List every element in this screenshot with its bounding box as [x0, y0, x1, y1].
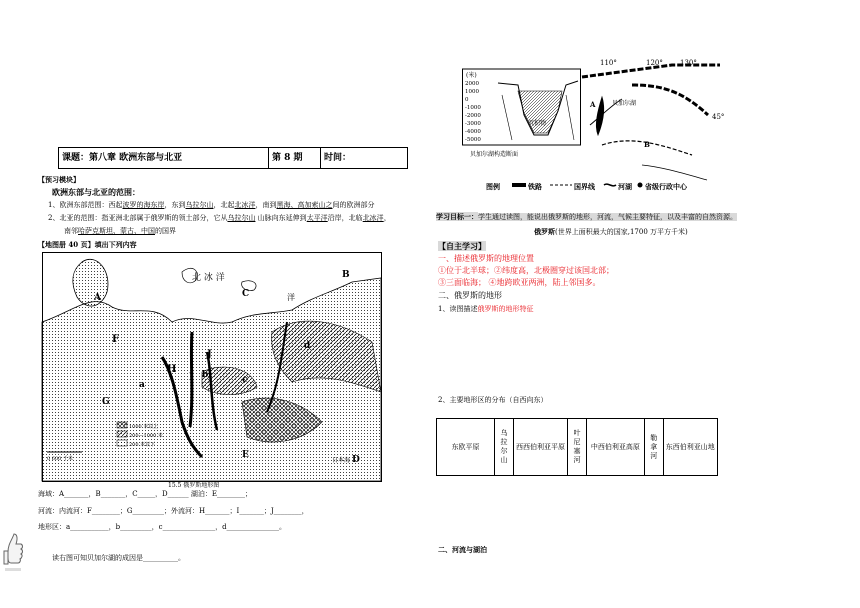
table-cell: 西西伯利亚平原 [513, 419, 567, 476]
map-label-b: b [202, 370, 209, 380]
table-cell: 乌拉尔山 [495, 419, 514, 476]
map-label-B: B [342, 270, 350, 280]
preview-module-heading: 【预习模块】 [38, 175, 80, 184]
lon-110: 110° [600, 59, 617, 67]
legend-title: 图例 [486, 182, 500, 191]
map-sea-label-2: 洋 [287, 293, 295, 302]
baikal-label-A: A [590, 100, 596, 109]
atlas-task-heading: 【地图册 40 页】填出下列内容 [38, 240, 137, 249]
lon-130: 130° [680, 59, 697, 67]
scope-item-2: 2、北亚的范围：指亚洲北部属于俄罗斯的领土部分，它从乌拉尔山 山脉向东延伸到太平洋沿岸，北临北冰洋， [48, 214, 391, 222]
legend-capital: 省级行政中心 [645, 182, 687, 191]
self-study-heading: 【自主学习】 [438, 241, 486, 251]
scope-heading: 欧洲东部与北亚的范围： [52, 187, 140, 197]
map-label-c: c [242, 375, 248, 385]
y-tick: -1000 [465, 105, 481, 111]
scope-item-1: 1、欧洲东部范围：西起波罗的海东岸，东到乌拉尔山，北起北冰洋，南到黑海、高加索山之间的欧洲部分 [48, 201, 375, 209]
table-cell: 勒拿河 [644, 419, 663, 476]
map-label-G: G [102, 397, 110, 407]
rivers-lakes-heading: 二、河流与湖泊 [438, 545, 487, 554]
lesson-time-label: 时间： [324, 153, 352, 163]
location-heading: 一、描述俄罗斯的地理位置 [438, 254, 534, 263]
table-cell: 叶尼塞河 [568, 419, 587, 476]
section-caption: 贝加尔湖构造断面 [470, 151, 519, 158]
legend-1000: 1000 米以上 [129, 424, 159, 430]
lat-45: 45° [712, 113, 725, 121]
fill-seas: 海域：A_______，B_______，C_____，D______ 湖泊：E________； [38, 490, 253, 498]
legend-200-1000: 200—1000 米 [129, 433, 163, 439]
sediment-label: 沉积物 [528, 120, 547, 127]
y-tick: -3000 [465, 121, 481, 127]
location-point-1: ①位于北半球；②纬度高，北极圈穿过该国北部； [438, 266, 614, 275]
baikal-question: 读右图可知贝加尔湖的成因是__________。 [52, 554, 185, 562]
legend-border: 国界线 [574, 182, 595, 191]
table-cell: 中西伯利亚高原 [586, 419, 644, 476]
terrain-distribution-table [436, 418, 718, 476]
thumbs-up-icon [2, 530, 24, 578]
y-tick: -5000 [465, 137, 481, 143]
map-japan-sea: 日本海 [332, 457, 351, 464]
legend-200: 200 米以下 [129, 442, 156, 448]
table-cell: 东西伯利亚山地 [663, 419, 717, 476]
map-label-F: F [112, 334, 120, 345]
legend-river: 河湖 [618, 182, 632, 191]
lesson-header [58, 147, 408, 169]
terrain-heading: 二、俄罗斯的地形 [438, 291, 502, 300]
legend-rail: 铁路 [528, 182, 542, 191]
map-label-E: E [242, 450, 249, 460]
fill-regions: 地形区：a___________，b_________，c_______________，d_______________。 [38, 523, 287, 531]
table-cell: 东欧平原 [437, 419, 495, 476]
baikal-label-B: B [644, 140, 650, 149]
lesson-title: 课题：第八章 欧洲东部与北亚 [59, 148, 269, 168]
map-label-C: C [242, 289, 250, 299]
map-scale: 0 600 千米 [47, 456, 73, 462]
russia-intro: 俄罗斯(世界上面积最大的国家,1700 万平方千米) [534, 227, 688, 236]
y-tick: -2000 [465, 113, 481, 119]
section-y-unit: (米) [466, 72, 477, 79]
lesson-period: 第 8 期 [269, 148, 321, 168]
map-label-H: H [167, 364, 177, 375]
baikal-lake-label: 贝加尔湖 [612, 100, 637, 107]
scope-item-2-line-2: 南邻哈萨克斯坦、蒙古、中国的国界 [64, 227, 176, 235]
map-label-a: a [139, 380, 145, 390]
map-caption: 15.5 俄罗斯地形图 [168, 482, 220, 489]
y-tick: 0 [465, 97, 469, 103]
map-label-D: D [352, 455, 360, 465]
baikal-figure [462, 55, 725, 205]
russia-terrain-map [42, 252, 382, 482]
learning-goal: 学习目标一：学生通过读图，能说出俄罗斯的地形，河流，气候主要特征，以及丰富的自然资源。 [436, 212, 737, 221]
terrain-question-2: 2、主要地形区的分布（自西向东） [438, 396, 548, 404]
y-tick: 1000 [465, 89, 479, 95]
map-label-J: J [207, 349, 212, 360]
terrain-question-1: 1、读图描述俄罗斯的地形特征 [438, 305, 534, 313]
y-tick: 2000 [465, 81, 479, 87]
map-label-A: A [94, 293, 101, 303]
fill-rivers: 河流：内流河：F________；G_________；外流河：H_______；I_______；J________， [38, 507, 309, 515]
map-sea-label: 北 冰 洋 [192, 273, 225, 283]
y-tick: -4000 [465, 129, 481, 135]
map-label-d: d [304, 341, 311, 351]
map-label-I: I [189, 372, 194, 383]
lon-120: 120° [646, 59, 663, 67]
location-point-2: ③三面临海； ④地跨欧亚两洲，陆上邻国多。 [438, 278, 601, 287]
